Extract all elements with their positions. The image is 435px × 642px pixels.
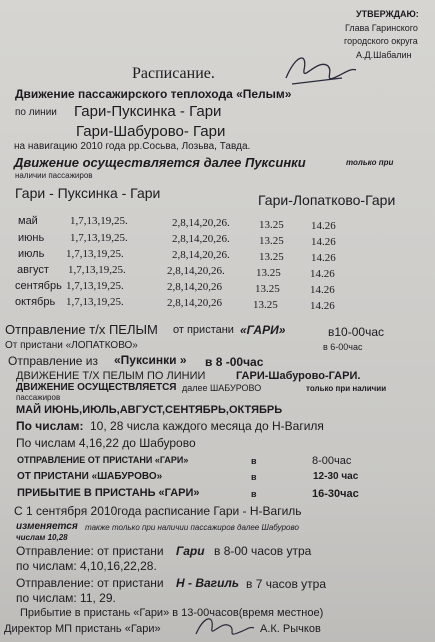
- approval-heading: УТВЕРЖДАЮ:: [356, 9, 419, 19]
- table-cell-month: май: [18, 215, 38, 227]
- table-cell-dates: 1,7,13,19,25.: [68, 264, 126, 276]
- departure-3-pier: «Пуксинки »: [114, 353, 187, 367]
- navigation-line: на навигацию 2010 года рр.Сосьва, Лозьва, Тавда.: [14, 141, 251, 152]
- shaburovo-line-2-small: только при наличии: [306, 384, 387, 393]
- departure-4-time: 8-00час: [312, 455, 352, 467]
- approval-name: А.Д.Шабалин: [356, 50, 412, 60]
- shaburovo-line-1-route: ГАРИ-Шабурово-ГАРИ.: [236, 370, 361, 382]
- table-cell-month: октябрь: [15, 296, 56, 308]
- table-cell-dates: 1,7,13,19,25.: [66, 280, 124, 292]
- changes-text: также только при наличии пассажиров далее Шабурово: [85, 523, 299, 532]
- table-header-left: Гари - Пуксинка - Гари: [15, 185, 161, 201]
- departure-4-label: ОТПРАВЛЕНИЕ ОТ ПРИСТАНИ «ГАРИ»: [17, 455, 189, 465]
- table-cell-time: 14.26: [310, 268, 335, 280]
- table-cell-dates: 2,8,14,20,26: [167, 281, 222, 293]
- departure-8-time: в 7 часов утра: [246, 577, 327, 591]
- table-cell-dates: 1,7,13,19,25.: [66, 296, 124, 308]
- table-cell-time: 14.26: [310, 284, 335, 296]
- table-cell-dates: 2,8,14,20,26.: [172, 217, 230, 229]
- departure-7-time: в 8-00 часов утра: [214, 544, 312, 558]
- changes-numbers: числам 10,28: [16, 533, 68, 542]
- table-cell-time: 13.25: [255, 283, 280, 295]
- departure-1-from: от пристани: [173, 324, 234, 336]
- signature-top: [282, 48, 360, 90]
- departure-1-pier: «ГАРИ»: [240, 323, 286, 337]
- departure-3-time: в 8 -00час: [205, 355, 264, 369]
- table-cell-month: август: [17, 264, 49, 276]
- further-bold: Движение осуществляется далее Пуксинки: [14, 155, 306, 170]
- departure-8-dates: по числам: 11, 29.: [16, 591, 116, 605]
- table-cell-time: 14.26: [311, 220, 336, 232]
- table-cell-dates: 1,7,13,19,25.: [70, 215, 128, 227]
- shaburovo-line-3: пассажиров: [16, 393, 61, 402]
- departure-3-label: Отправление из: [8, 354, 98, 368]
- departure-1-label: Отправление т/х ПЕЛЫМ: [5, 322, 158, 337]
- approval-position-2: городского округа: [344, 36, 418, 46]
- footer-name: А.К. Рычков: [260, 623, 321, 635]
- numbers-text: 10, 28 числа каждого месяца до Н-Вагиля: [90, 419, 324, 433]
- shaburovo-line-1: ДВИЖЕНИЕ Т/Х ПЕЛЫМ ПО ЛИНИИ: [16, 370, 206, 382]
- table-cell-time: 14.26: [311, 252, 336, 264]
- footer-director: Директор МП пристань «Гари»: [4, 623, 161, 635]
- table-cell-month: июль: [18, 248, 45, 260]
- heading: Движение пассажирского теплохода «Пелым»: [15, 87, 292, 101]
- table-header-right: Гари-Лопатково-Гари: [258, 192, 396, 208]
- departure-6-label: ПРИБЫТИЕ В ПРИСТАНЬ «ГАРИ»: [17, 487, 200, 499]
- table-cell-time: 14.26: [310, 300, 335, 312]
- departure-8-pier: Н - Вагиль: [176, 576, 239, 590]
- route-2: Гари-Шабурово- Гари: [76, 123, 226, 140]
- signature-bottom: [192, 612, 258, 642]
- table-cell-dates: 2,8,14,20,26.: [172, 249, 230, 261]
- months-line: МАЙ ИЮНЬ,ИЮЛЬ,АВГУСТ,СЕНТЯБРЬ,ОКТЯБРЬ: [16, 404, 283, 416]
- table-cell-dates: 2,8,14,20,26.: [167, 265, 225, 277]
- departure-5-v: в: [251, 472, 257, 482]
- arrival-line: Прибытие в пристань «Гари» в 13-00часов(время местное): [20, 607, 324, 619]
- departure-7-dates: по числам: 4,10,16,22,28.: [16, 559, 157, 573]
- numbers-2: По числам 4,16,22 до Шабурово: [16, 436, 196, 450]
- departure-7-pier: Гари: [176, 544, 205, 558]
- departure-2-label: От пристани «ЛОПАТКОВО»: [5, 340, 138, 351]
- approval-position: Глава Гаринского: [345, 23, 418, 33]
- route-prefix: по линии: [15, 107, 57, 118]
- numbers-label: По числам:: [16, 419, 84, 433]
- further-small: только при: [346, 158, 394, 167]
- table-cell-month: июнь: [18, 232, 45, 244]
- departure-6-time: 16-30час: [312, 488, 359, 500]
- document-title: Расписание.: [132, 65, 215, 82]
- table-cell-time: 13.25: [256, 267, 281, 279]
- table-cell-dates: 1,7,13,19,25.: [66, 248, 124, 260]
- table-cell-dates: 2,8,14,20,26: [167, 297, 222, 309]
- departure-4-v: в: [251, 456, 257, 466]
- departure-7-label: Отправление: от пристани: [16, 544, 164, 558]
- departure-5-time: 12-30 час: [313, 471, 359, 482]
- changes-bold: изменяется: [16, 521, 78, 532]
- departure-6-v: в: [251, 489, 257, 499]
- table-cell-time: 14.26: [311, 236, 336, 248]
- table-cell-dates: 2,8,14,20,26.: [172, 233, 230, 245]
- shaburovo-line-2-bold: ДВИЖЕНИЕ ОСУЩЕСТВЛЯЕТСЯ: [16, 382, 177, 393]
- departure-1-time: в10-00час: [328, 325, 384, 339]
- shaburovo-line-2-mid: далее ШАБУРОВО: [182, 383, 262, 393]
- table-cell-time: 13.25: [259, 251, 284, 263]
- departure-2-time: в 6-00час: [323, 342, 363, 352]
- departure-8-label: Отправление: от пристани: [16, 576, 164, 590]
- september-line: С 1 сентября 2010года расписание Гари - Н-Вагиль: [14, 504, 302, 518]
- passengers-note: наличии пассажиров: [15, 171, 93, 180]
- table-cell-time: 13.25: [253, 299, 278, 311]
- table-cell-month: сентябрь: [15, 280, 62, 292]
- table-cell-time: 13.25: [259, 219, 284, 231]
- table-cell-dates: 1,7,13,19,25.: [70, 232, 128, 244]
- departure-5-label: ОТ ПРИСТАНИ «ШАБУРОВО»: [17, 471, 163, 482]
- route-1: Гари-Пуксинка - Гари: [74, 103, 222, 120]
- table-cell-time: 13.25: [259, 235, 284, 247]
